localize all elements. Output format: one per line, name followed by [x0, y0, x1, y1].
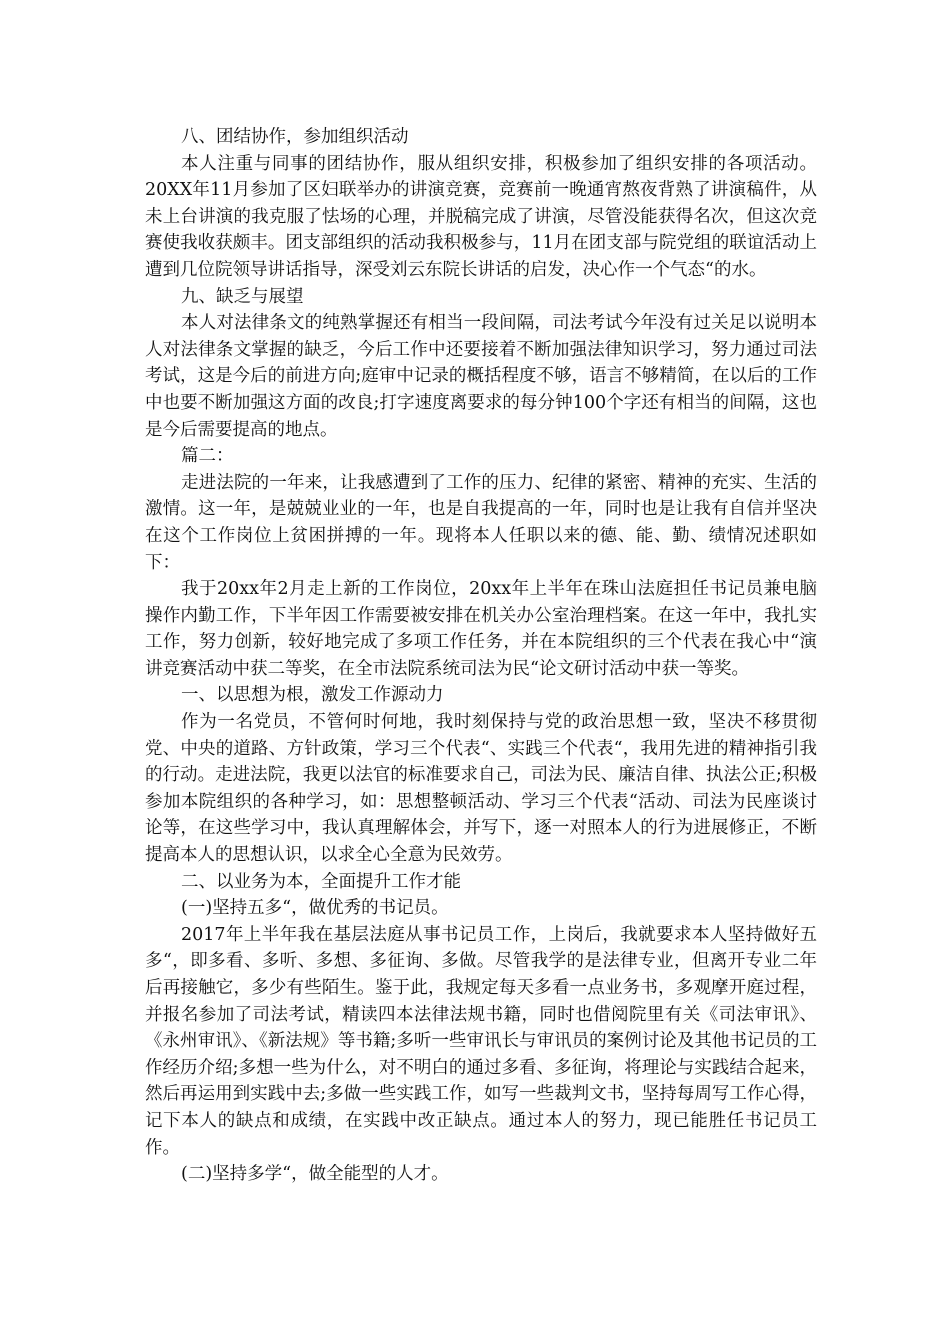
- paragraph: 我于20xx年2月走上新的工作岗位，20xx年上半年在珠山法庭担任书记员兼电脑操作内勤工作，下半年因工作需要被安排在机关办公室治理档案。在这一年中，我扎实工作，努力创新，较好地完成了多项工作任务，并在本院组织的三个代表在我心中“演讲竞赛活动中获二等奖，在全市法院系统司法为民“论文研讨活动中获一等奖。: [145, 579, 817, 679]
- paragraph: 作为一名党员，不管何时何地，我时刻保持与党的政治思想一致，坚决不移贯彻党、中央的道路、方针政策，学习三个代表“、实践三个代表“，我用先进的精神指引我的行动。走进法院，我更以法官的标准要求自己，司法为民、廉洁自律、执法公正;积极参加本院组织的各种学习，如：思想整顿活动、学习三个代表“活动、司法为民座谈讨论等，在这些学习中，我认真理解体会，并写下，逐一对照本人的行为进展修正，不断提高本人的思想认识，以求全心全意为民效劳。: [145, 712, 817, 866]
- heading-business-foundation: 二、以业务为本，全面提升工作才能: [181, 871, 461, 892]
- subheading-five-more: (一)坚持五多“，做优秀的书记员。: [181, 898, 449, 919]
- section-label: 篇二：: [181, 446, 234, 467]
- heading-thought-foundation: 一、以思想为根，激发工作源动力: [181, 685, 444, 706]
- subheading-learn-more: (二)坚持多学“，做全能型的人才。: [181, 1164, 449, 1185]
- paragraph: 本人注重与同事的团结协作，服从组织安排，积极参加了组织安排的各项活动。20XX年11月参加了区妇联举办的讲演竞赛，竞赛前一晚通宵熬夜背熟了讲演稿件，从未上台讲演的我克服了怯场的心理，并脱稿完成了讲演，尽管没能获得名次，但这次竞赛使我收获颇丰。团支部组织的活动我积极参与，11月在团支部与院党组的联谊活动上遭到几位院领导讲话指导，深受刘云东院长讲话的启发，决心作一个气态“的水。: [145, 153, 817, 280]
- heading-unity-cooperation: 八、团结协作，参加组织活动: [181, 127, 409, 147]
- paragraph: 2017年上半年我在基层法庭从事书记员工作，上岗后，我就要求本人坚持做好五多“，即多看、多听、多想、多征询、多做。尽管我学的是法律专业，但离开专业二年后再接触它，多少有些陌生。鉴于此，我规定每天多看一点业务书，多观摩开庭过程，并报名参加了司法考试，精读四本法律法规书籍，同时也借阅院里有关《司法审讯》、《永州审讯》、《新法规》等书籍;多听一些审讯长与审讯员的案例讨论及其他书记员的工作经历介绍;多想一些为什么，对不明白的通过多看、多征询，将理论与实践结合起来，然后再运用到实践中去;多做一些实践工作，如写一些裁判文书，坚持每周写工作心得，记下本人的缺点和成绩，在实践中改正缺点。通过本人的努力，现已能胜任书记员工作。: [145, 924, 817, 1158]
- paragraph: 本人对法律条文的纯熟掌握还有相当一段间隔，司法考试今年没有过关足以说明本人对法律条文掌握的缺乏，今后工作中还要接着不断加强法律知识学习，努力通过司法考试，这是今后的前进方向;庭审中记录的概括程度不够，语言不够精简，在以后的工作中也要不断加强这方面的改良;打字速度离要求的每分钟100个字还有相当的间隔，这也是今后需要提高的地点。: [145, 313, 817, 440]
- heading-shortcomings-outlook: 九、缺乏与展望: [181, 286, 304, 307]
- document-body: [145, 124, 817, 1188]
- paragraph: 走进法院的一年来，让我感遭到了工作的压力、纪律的紧密、精神的充实、生活的激情。这一年，是兢兢业业的一年，也是自我提高的一年，同时也是让我有自信并坚决在这个工作岗位上贫困拼搏的一年。现将本人任职以来的德、能、勤、绩情况述职如下：: [145, 472, 817, 573]
